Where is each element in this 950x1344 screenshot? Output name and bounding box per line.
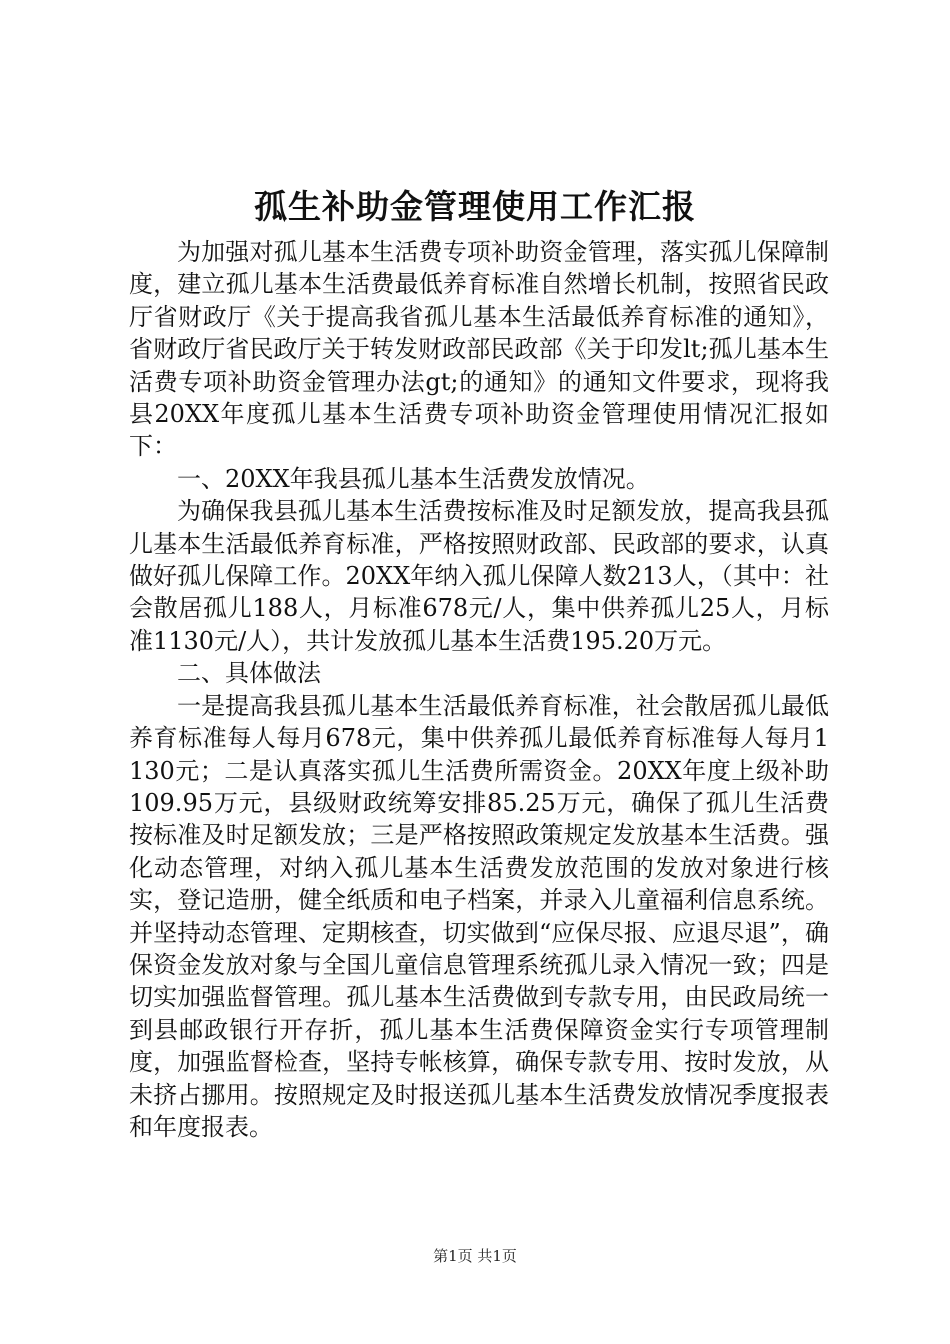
section-heading-1: 一、20XX年我县孤儿基本生活费发放情况。: [177, 464, 650, 493]
paragraph-intro: 为加强对孤儿基本生活费专项补助资金管理，落实孤儿保障制度，建立孤儿基本生活费最低养育标准自然增长机制，按照省民政厅省财政厅《关于提高我省孤儿基本生活最低养育标准的通知》，省财政厅省民政厅关于转发财政部民政部《关于印发lt;孤儿基本生活费专项补助资金管理办法gt;的通知》的通知文件要求，现将我县20XX年度孤儿基本生活费专项补助资金管理使用情况汇报如下：: [129, 238, 829, 461]
document-body: [129, 236, 829, 1143]
page-footer: 第1页 共1页: [433, 1247, 517, 1265]
paragraph-measures: 一是提高我县孤儿基本生活最低养育标准，社会散居孤儿最低养育标准每人每月678元，集中供养孤儿最低养育标准每人每月1130元；二是认真落实孤儿生活费所需资金。20XX年度上级补助109.95万元，县级财政统筹安排85.25万元，确保了孤儿生活费按标准及时足额发放；三是严格按照政策规定发放基本生活费。强化动态管理，对纳入孤儿基本生活费发放范围的发放对象进行核实，登记造册，健全纸质和电子档案，并录入儿童福利信息系统。并坚持动态管理、定期核查，切实做到“应保尽报、应退尽退”，确保资金发放对象与全国儿童信息管理系统孤儿录入情况一致；四是切实加强监督管理。孤儿基本生活费做到专款专用，由民政局统一到县邮政银行开存折，孤儿基本生活费保障资金实行专项管理制度，加强监督检查，坚持专帐核算，确保专款专用、按时发放，从未挤占挪用。按照规定及时报送孤儿基本生活费发放情况季度报表和年度报表。: [129, 691, 829, 1141]
paragraph-distribution: 为确保我县孤儿基本生活费按标准及时足额发放，提高我县孤儿基本生活最低养育标准，严格按照财政部、民政部的要求，认真做好孤儿保障工作。20XX年纳入孤儿保障人数213人，（其中：社会散居孤儿188人，月标准678元/人，集中供养孤儿25人，月标准1130元/人），共计发放孤儿基本生活费195.20万元。: [129, 497, 829, 655]
section-heading-2: 二、具体做法: [177, 659, 321, 688]
document-title: 孤生补助金管理使用工作汇报: [254, 187, 696, 226]
